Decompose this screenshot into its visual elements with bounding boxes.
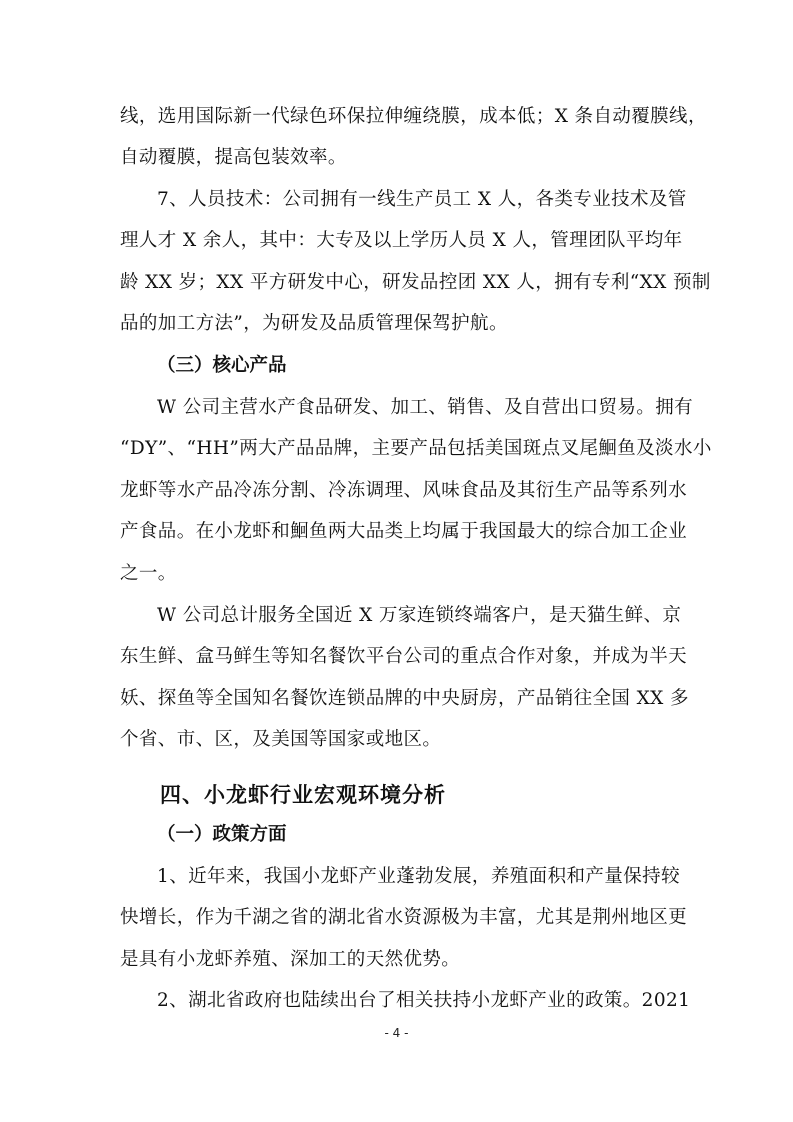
paragraph-line: 1、近年来，我国小龙虾产业蓬勃发展，养殖面积和产量保持较 bbox=[157, 866, 680, 887]
paragraph-line: W 公司主营水产食品研发、加工、销售、及自营出口贸易。拥有 bbox=[157, 397, 693, 418]
section-heading-core-products: （三）核心产品 bbox=[157, 355, 287, 376]
paragraph-line: 个省、市、区，及美国等国家或地区。 bbox=[120, 729, 442, 750]
paragraph-line: 东生鲜、盒马鲜生等知名餐饮平台公司的重点合作对象，并成为半天 bbox=[120, 646, 688, 667]
paragraph-line: 产食品。在小龙虾和鮰鱼两大品类上均属于我国最大的综合加工企业 bbox=[120, 521, 688, 542]
paragraph-line: 2、湖北省政府也陆续出台了相关扶持小龙虾产业的政策。2021 bbox=[157, 990, 691, 1011]
paragraph-line: “DY”、“HH”两大产品品牌，主要产品包括美国斑点叉尾鮰鱼及淡水小 bbox=[120, 438, 712, 459]
paragraph-line: 是具有小龙虾养殖、深加工的天然优势。 bbox=[120, 949, 461, 970]
page-number: - 4 - bbox=[384, 1026, 409, 1040]
paragraph-line: 理人才 X 余人，其中：大专及以上学历人员 X 人，管理团队平均年 bbox=[120, 230, 683, 251]
paragraph-line: 线，选用国际新一代绿色环保拉伸缠绕膜，成本低；X 条自动覆膜线， bbox=[120, 106, 707, 127]
section-heading-policy: （一）政策方面 bbox=[157, 824, 287, 845]
paragraph-line: 品的加工方法”，为研发及品质管理保驾护航。 bbox=[120, 313, 508, 334]
paragraph-line: 7、人员技术：公司拥有一线生产员工 X 人，各类专业技术及管 bbox=[157, 189, 687, 210]
paragraph-line: 之一。 bbox=[120, 563, 177, 584]
paragraph-line: 自动覆膜，提高包装效率。 bbox=[120, 147, 347, 168]
paragraph-line: 快增长，作为千湖之省的湖北省水资源极为丰富，尤其是荆州地区更 bbox=[120, 907, 688, 928]
chapter-heading: 四、小龙虾行业宏观环境分析 bbox=[160, 783, 446, 807]
paragraph-line: 妖、探鱼等全国知名餐饮连锁品牌的中央厨房，产品销往全国 XX 多 bbox=[120, 688, 689, 709]
paragraph-line: 龙虾等水产品冷冻分割、冷冻调理、风味食品及其衍生产品等系列水 bbox=[120, 480, 688, 501]
paragraph-line: 龄 XX 岁；XX 平方研发中心，研发品控团 XX 人，拥有专利“XX 预制 bbox=[120, 272, 711, 293]
paragraph-line: W 公司总计服务全国近 X 万家连锁终端客户，是天猫生鲜、京 bbox=[157, 605, 682, 626]
